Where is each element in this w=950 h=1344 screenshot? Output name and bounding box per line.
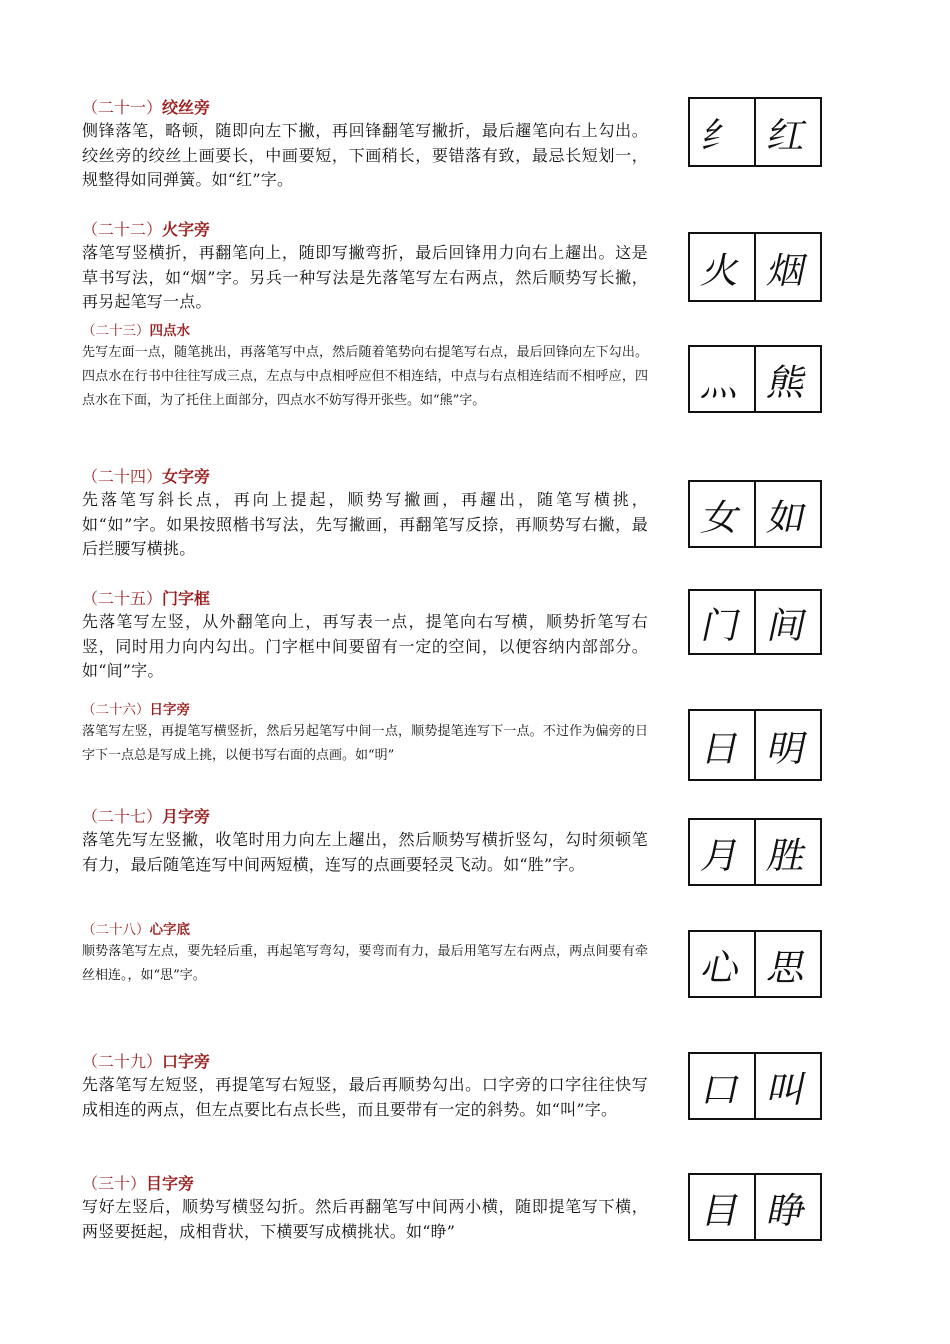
section-title: （二十二）火字旁 (82, 220, 211, 239)
radical-glyph: 门 (690, 591, 756, 653)
section-body: 侧锋落笔，略顿，随即向左下撇，再回锋翻笔写撇折，最后趯笔向右上勾出。绞丝旁的绞丝上画要长，中画要短，下画稍长，要错落有致，最忌长短划一，规整得如同弹簧。如“红”字。 (82, 121, 648, 189)
example-character: 睁 (763, 1189, 811, 1232)
section-title: （二十八）心字底 (82, 922, 190, 938)
section-body: 先写左面一点，随笔挑出，再落笔写中点，然后随着笔势向右提笔写右点，最后回锋向左下勾出。四点水在行书中往往写成三点，左点与中点相呼应但不相连结，中点与右点相连结而不相呼应，四点水在下面，为了托住上面部分，四点水不妨写得开张些。如“熊”字。 (82, 345, 648, 408)
section-title: （二十九）口字旁 (82, 1052, 211, 1071)
section-28 (82, 920, 648, 988)
section-21 (82, 97, 648, 193)
example-box-22 (688, 232, 822, 302)
section-30 (82, 1173, 648, 1244)
example-character: 思 (763, 946, 811, 989)
example-character: 明 (763, 727, 811, 770)
example-box-26 (688, 709, 822, 781)
example-box-27 (688, 818, 822, 886)
section-body: 落笔先写左竖撇，收笔时用力向左上趯出，然后顺势写横折竖勾，勾时须顿笔有力，最后随笔连写中间两短横，连写的点画要轻灵飞动。如“胜”字。 (82, 830, 648, 874)
section-body: 先落笔写左短竖，再提笔写右短竖，最后再顺势勾出。口字旁的口字往往快写成相连的两点，但左点要比右点长些，而且要带有一定的斜势。如“叫”字。 (82, 1075, 648, 1119)
section-body: 顺势落笔写左点，要先轻后重，再起笔写弯勾，要弯而有力，最后用笔写左右两点，两点间要有牵丝相连。，如“思”字。 (82, 944, 648, 983)
example-character: 烟 (763, 249, 811, 292)
section-24 (82, 466, 648, 562)
section-26 (82, 700, 648, 768)
example-character: 红 (763, 114, 811, 157)
radical-glyph: 目 (690, 1175, 756, 1239)
radical-glyph: 月 (690, 820, 756, 884)
example-box-25 (688, 589, 822, 655)
example-box-29 (688, 1052, 822, 1120)
section-title: （二十五）门字框 (82, 589, 211, 608)
section-title: （二十四）女字旁 (82, 467, 211, 486)
section-title: （二十三）四点水 (82, 323, 190, 339)
section-title: （三十）目字旁 (82, 1174, 195, 1193)
section-title: （二十六）日字旁 (82, 702, 190, 718)
example-character: 熊 (763, 361, 811, 404)
example-character: 间 (763, 604, 811, 647)
example-box-28 (688, 930, 822, 998)
example-character: 如 (763, 496, 811, 539)
section-title: （二十一）绞丝旁 (82, 98, 211, 117)
example-box-23 (688, 345, 822, 413)
radical-glyph: 心 (690, 932, 756, 996)
section-body: 落笔写左竖，再提笔写横竖折，然后另起笔写中间一点，顺势提笔连写下一点。不过作为偏旁的日字下一点总是写成上挑，以便书写右面的点画。如“明” (82, 724, 648, 763)
radical-glyph: 纟 (690, 99, 756, 165)
section-body: 先落笔写斜长点，再向上提起，顺势写撇画，再趯出，随笔写横挑，如“如”字。如果按照楷书写法，先写撇画，再翻笔写反捺，再顺势写右撇，最后拦腰写横挑。 (82, 490, 648, 558)
section-body: 先落笔写左竖，从外翻笔向上，再写表一点，提笔向右写横，顺势折笔写右竖，同时用力向内勾出。门字框中间要留有一定的空间，以便容纳内部部分。如“间”字。 (82, 612, 648, 680)
radical-glyph: 口 (690, 1054, 756, 1118)
section-29 (82, 1051, 648, 1122)
radical-glyph: 火 (690, 234, 756, 300)
section-body: 落笔写竖横折，再翻笔向上，随即写撇弯折，最后回锋用力向右上趯出。这是草书写法，如“烟”字。另兵一种写法是先落笔写左右两点，然后顺势写长撇，再另起笔写一点。 (82, 243, 648, 311)
example-box-30 (688, 1173, 822, 1241)
example-character: 胜 (763, 834, 811, 877)
radical-glyph: 日 (690, 711, 756, 779)
example-box-24 (688, 480, 822, 548)
radical-glyph: 女 (690, 482, 756, 546)
section-body: 写好左竖后，顺势写横竖勾折。然后再翻笔写中间两小横，随即提笔写下横，两竖要挺起，成相背状，下横要写成横挑状。如“睁” (82, 1197, 648, 1241)
section-23 (82, 321, 648, 413)
example-character: 叫 (763, 1068, 811, 1111)
section-title: （二十七）月字旁 (82, 807, 211, 826)
section-22 (82, 219, 648, 315)
radical-glyph: 灬 (690, 347, 756, 411)
section-25 (82, 588, 648, 684)
example-box-21 (688, 97, 822, 167)
section-27 (82, 806, 648, 877)
